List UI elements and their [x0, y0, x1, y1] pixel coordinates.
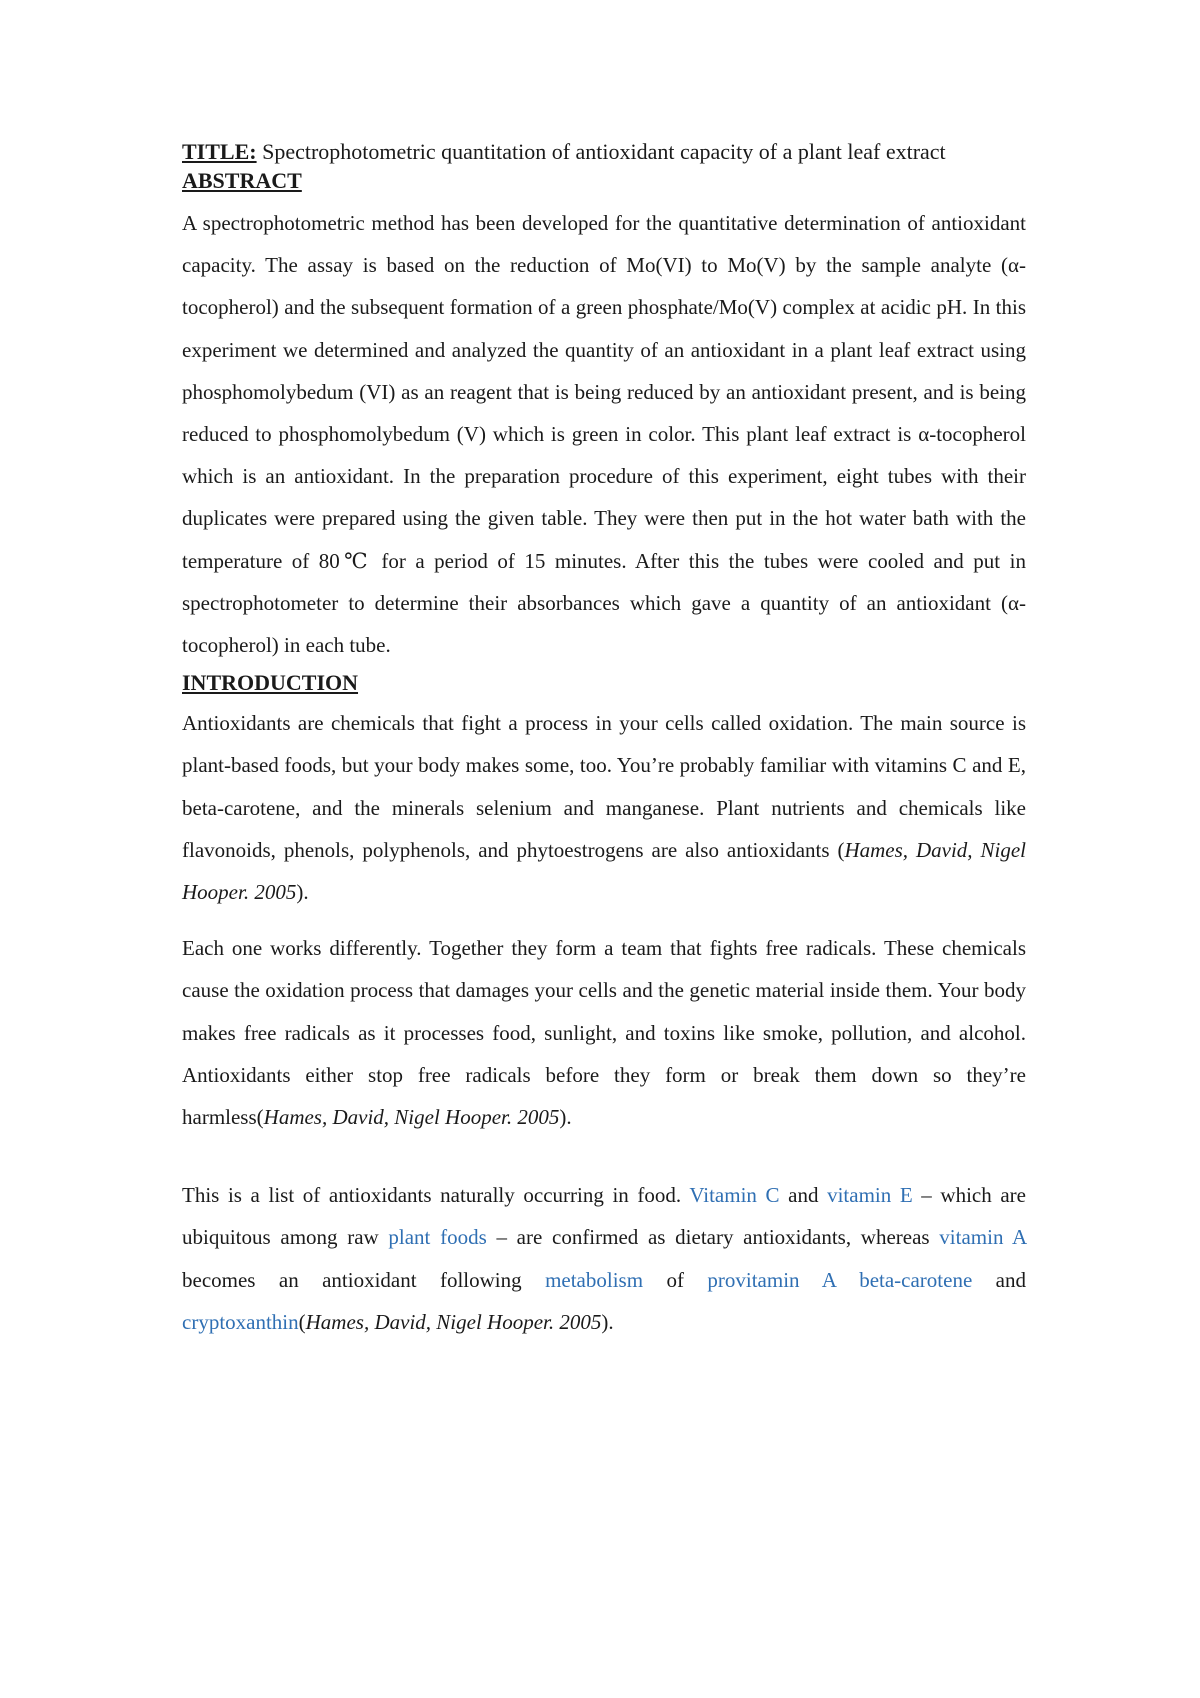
- paragraph-text: [836, 1268, 859, 1292]
- paragraph-text: – are confirmed as dietary antioxidants, whereas: [486, 1225, 940, 1250]
- link-plant-foods[interactable]: plant foods: [388, 1225, 487, 1250]
- link-vitamin-e[interactable]: vitamin E: [827, 1183, 913, 1208]
- paragraph-text: and: [779, 1183, 828, 1208]
- paragraph-text: Each one works differently. Together they form a team that fights free radicals. These chemicals cause the oxidation process that damages your cells and the genetic material inside them. Your body makes free radicals as it processes food, sunlight, and toxins like smoke, pollution, and alcohol. Antioxidants either stop free radicals before they form or break them down so they’re harmless(: [182, 936, 1026, 1130]
- paragraph-text: Antioxidants are chemicals that fight a process in your cells called oxidation. The main source is plant-based foods, but your body makes some, too. You’re probably familiar with vitamins C and E, beta-carotene, and the minerals selenium and manganese. Plant nutrients and chemicals like flavonoids, phenols, polyphenols, and phytoestrogens are also antioxidants (: [182, 711, 1026, 862]
- abstract-heading: ABSTRACT: [182, 168, 302, 193]
- citation: Hames, David, Nigel Hooper. 2005: [182, 837, 1026, 905]
- introduction-paragraph-2: [182, 927, 1026, 1138]
- introduction-heading: INTRODUCTION: [182, 670, 359, 696]
- link-vitamin-a[interactable]: vitamin A: [939, 1225, 1026, 1250]
- paragraph-end: ).: [296, 880, 309, 905]
- link-vitamin-c[interactable]: Vitamin C: [689, 1183, 780, 1208]
- citation: Hames, David, Nigel Hooper. 2005: [305, 1309, 602, 1334]
- paragraph-text: becomes an antioxidant following: [182, 1267, 546, 1292]
- abstract-body: A spectrophotometric method has been developed for the quantitative determination of antioxidant capacity. The assay is based on the reduction of Mo(VI) to Mo(V) by the sample analyte (α-tocopherol) and the subsequent formation of a green phosphate/Mo(V) complex at acidic pH. In this experiment we determined and analyzed the quantity of an antioxidant in a plant leaf extract using phosphomolybedum (VI) as an reagent that is being reduced by an antioxidant present, and is being reduced to phosphomolybedum (V) which is green in color. This plant leaf extract is α-tocopherol which is an antioxidant. In the preparation procedure of this experiment, eight tubes with their duplicates were prepared using the given table. They were then put in the hot water bath with the temperature of 80℃ for a period of 15 minutes. After this the tubes were cooled and put in spectrophotometer to determine their absorbances which gave a quantity of an antioxidant (α-tocopherol) in each tube.: [182, 211, 1026, 658]
- document-page: [182, 138, 1026, 1343]
- paragraph-text: (: [298, 1309, 306, 1334]
- paragraph-end: ).: [559, 1105, 572, 1130]
- link-cryptoxanthin[interactable]: cryptoxanthin: [182, 1309, 299, 1334]
- link-provitamin-a[interactable]: provitamin A: [707, 1267, 836, 1292]
- introduction-paragraph-1: [182, 702, 1026, 913]
- title-text: Spectrophotometric quantitation of antioxidant capacity of a plant leaf extract: [256, 139, 946, 164]
- title-label: TITLE:: [182, 139, 257, 164]
- citation: Hames, David, Nigel Hooper. 2005: [263, 1105, 560, 1130]
- document-title: [182, 138, 1026, 166]
- paragraph-text: and: [972, 1267, 1027, 1292]
- paragraph-text: of: [643, 1267, 708, 1292]
- link-beta-carotene[interactable]: beta-carotene: [859, 1267, 973, 1292]
- link-metabolism[interactable]: metabolism: [545, 1267, 644, 1292]
- paragraph-text: – which are ubiquitous among raw: [182, 1183, 1026, 1250]
- paragraph-end: ).: [601, 1309, 614, 1334]
- introduction-paragraph-3: [182, 1174, 1026, 1343]
- paragraph-text: This is a list of antioxidants naturally occurring in food.: [182, 1183, 690, 1208]
